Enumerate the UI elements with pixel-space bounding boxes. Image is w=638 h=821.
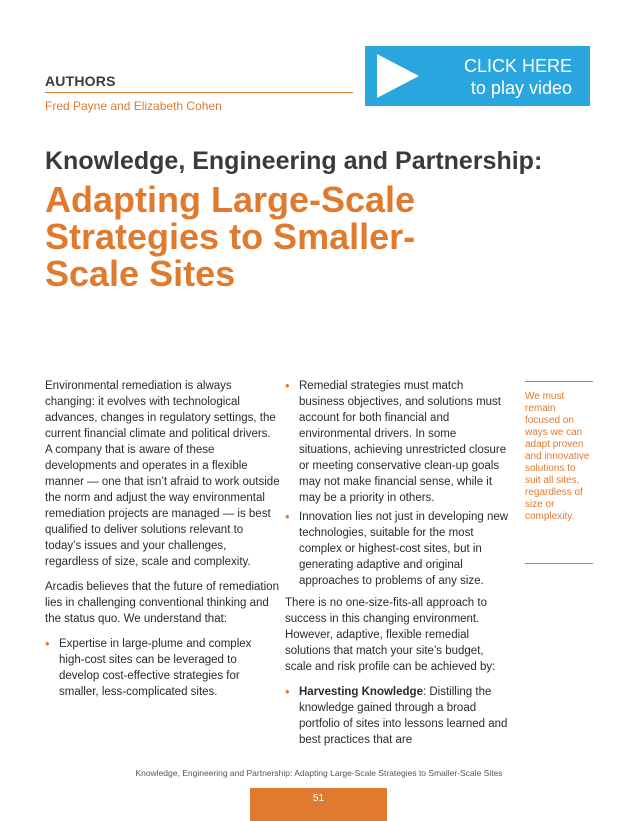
list-item: • Remedial strategies must match business objectives, and solutions must account for both financial and environmental drivers. In some situations, achieving unrestricted closure or meeting conservative clean-up goals may not make financial sense, while it may be a priority in others.	[285, 378, 510, 506]
title-line1: Knowledge, Engineering and Partnership:	[45, 147, 543, 175]
play-video-label: to play video	[470, 78, 572, 98]
bullet-bold-lead: Harvesting Knowledge	[299, 686, 423, 698]
pull-quote: We must remain focused on ways we can adapt proven and innovative solutions to suit all sites, regardless of size or complexity.	[525, 391, 590, 522]
list-item: • Expertise in large-plume and complex high-cost sites can be leveraged to develop cost-effective strategies for smaller, less-complicated sites.	[45, 636, 280, 700]
footer-text: Knowledge, Engineering and Partnership: Adapting Large-Scale Strategies to Smaller-Scale Sites	[135, 768, 503, 778]
play-icon	[377, 54, 419, 98]
bullet-list-3	[285, 684, 510, 748]
body-column-1	[45, 378, 280, 703]
pull-quote-top-rule	[525, 381, 593, 382]
belief-paragraph: Arcadis believes that the future of remediation lies in challenging conventional thinking and the status quo. We understand that:	[45, 581, 279, 625]
authors-names: Fred Payne and Elizabeth Cohen	[45, 99, 222, 113]
approach-paragraph: There is no one-size-fits-all approach to success in this changing environment. However, adaptive, flexible remedial solutions that match your site’s budget, scale and risk profile can be achieved by:	[285, 597, 496, 673]
pull-quote-bottom-rule	[525, 563, 593, 564]
list-item: • Innovation lies not just in developing new technologies, suitable for the most complex or highest-cost sites, but in generating adaptive and original approaches to problems of any size.	[285, 509, 510, 589]
bullet-rest: : Distilling the knowledge gained through a broad portfolio of sites into lessons learned and best practices that are	[299, 686, 508, 746]
list-item	[285, 684, 510, 748]
click-here-label: CLICK HERE	[463, 56, 572, 76]
authors-heading: AUTHORS	[45, 73, 116, 89]
page-title: Adapting Large-Scale Strategies to Smaller-Scale Sites	[45, 179, 416, 294]
intro-paragraph: Environmental remediation is always changing: it evolves with technological advances, changes in regulatory settings, the current financial climate and political drivers. A company that is aware of these developments and operates in a flexible manner — one that isn’t afraid to work outside the norm and adjust the way environmental remediation projects are managed — is best qualified to deliver solutions relevant to today’s issues and your challenges, regardless of size, scale and complexity.	[45, 380, 280, 568]
bullet-list-1	[45, 636, 280, 700]
play-video-button[interactable]	[365, 46, 590, 106]
page-number-box	[250, 788, 387, 821]
authors-rule	[45, 92, 353, 93]
bullet-list-2	[285, 378, 510, 589]
page-number: 51	[312, 793, 325, 804]
body-column-2	[285, 378, 510, 751]
